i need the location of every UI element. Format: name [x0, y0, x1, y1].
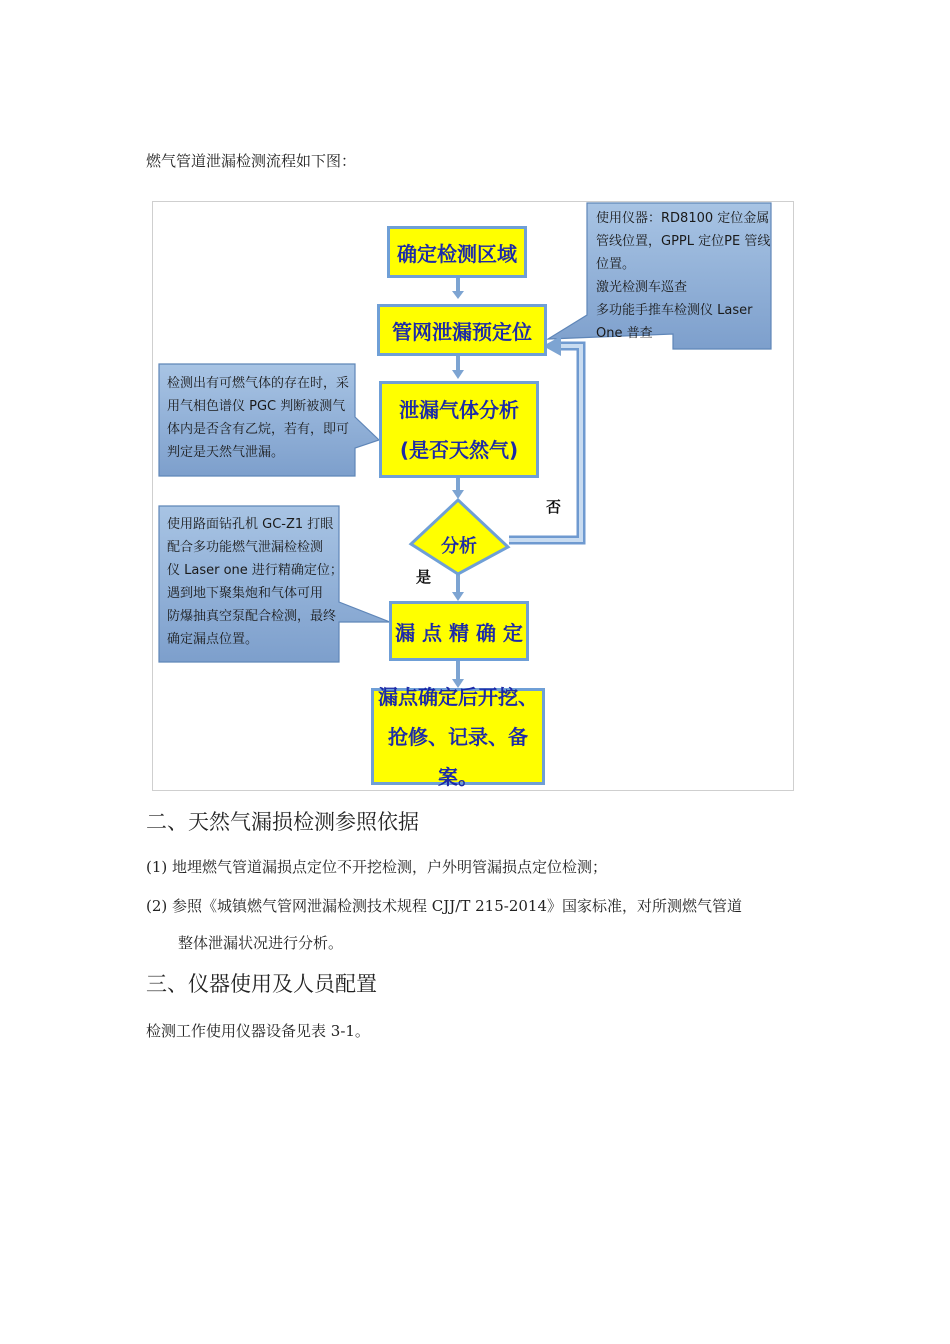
step-excavate-repair: 漏点确定后开挖、 抢修、记录、备案。	[371, 688, 545, 785]
callout-bottom-text: 使用路面钻孔机 GC-Z1 打眼 配合多功能燃气泄漏检检测 仪 Laser one 进行精确定位； 遇到地下聚集炮和气体可用 防爆抽真空泵配合检测，最终 确定漏点位置。	[167, 517, 343, 647]
callout-mid-text: 检测出有可燃气体的存在时，采 用气相色谱仪 PGC 判断被测气 体内是否含有乙烷，若有，即可 判定是天然气泄漏。	[167, 376, 350, 460]
section2-heading: 二、天然气漏损检测参照依据	[146, 810, 419, 834]
callout-top-text: 使用仪器：RD8100 定位金属 管线位置，GPPL 定位PE 管线 位置。 激光检测车巡查 多功能手推车检测仪 Laser One 普查	[596, 211, 771, 341]
section2-item1: (1) 地埋燃气管道漏损点定位不开挖检测，户外明管漏损点定位检测；	[146, 858, 608, 876]
branch-label-yes: 是	[416, 568, 432, 586]
step-gas-analysis: 泄漏气体分析 (是否天然气)	[379, 381, 539, 478]
intro-text: 燃气管道泄漏检测流程如下图：	[146, 152, 357, 170]
section3-text: 检测工作使用仪器设备见表 3-1。	[146, 1022, 370, 1040]
step-pre-locate: 管网泄漏预定位	[377, 304, 547, 356]
section2-item2-line2: 整体泄漏状况进行分析。	[178, 934, 344, 952]
step-precise-locate: 漏 点 精 确 定	[389, 601, 529, 661]
section2-item2-line1: (2) 参照《城镇燃气管网泄漏检测技术规程 CJJ/T 215-2014》国家标准，对所测燃气管道	[146, 897, 742, 915]
branch-label-no: 否	[546, 498, 562, 516]
decision-label: 分析	[441, 536, 477, 557]
flowchart-figure	[152, 201, 794, 791]
step-determine-area: 确定检测区域	[387, 226, 527, 278]
section3-heading: 三、仪器使用及人员配置	[146, 972, 377, 996]
